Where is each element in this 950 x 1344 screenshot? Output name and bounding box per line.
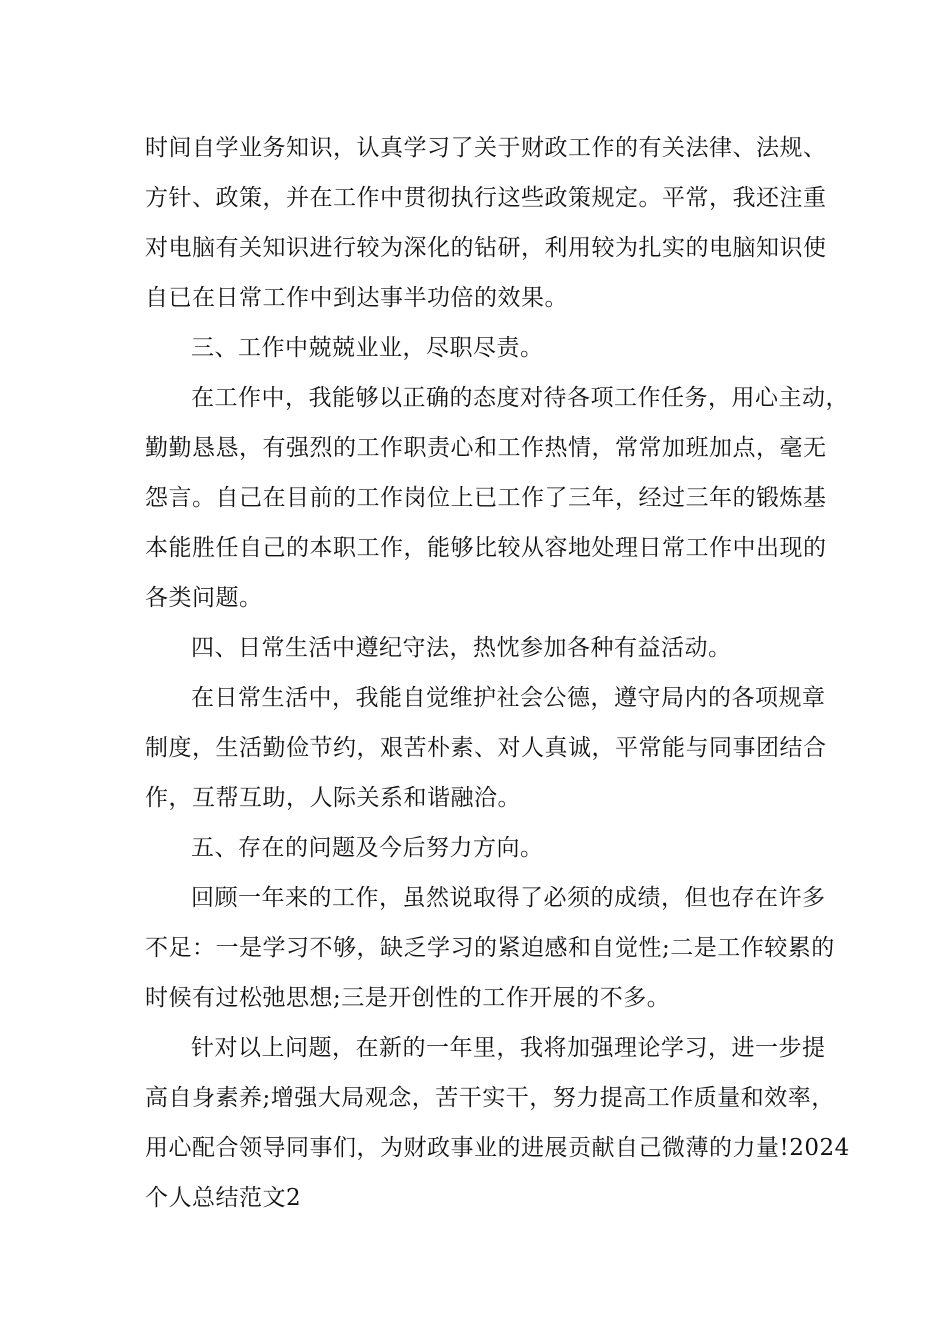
text-line: 回顾一年来的工作，虽然说取得了必须的成绩，但也存在许多 [191,885,826,911]
text-line: 用心配合领导同事们，为财政事业的进展贡献自己微薄的力量!2024 [145,1135,850,1161]
text-line: 高自身素养;增强大局观念，苦干实干，努力提高工作质量和效率， [145,1085,835,1111]
text-line: 自已在日常工作中到达事半功倍的效果。 [145,285,568,311]
text-line: 作，互帮互助，人际关系和谐融洽。 [145,785,521,811]
text-line: 在日常生活中，我能自觉维护社会公德，遵守局内的各项规章 [191,685,826,711]
section-heading: 三、工作中兢兢业业，尽职尽责。 [191,335,544,361]
section-heading: 四、日常生活中遵纪守法，热忱参加各种有益活动。 [191,635,732,661]
document-body [145,123,850,1223]
text-line: 时间自学业务知识，认真学习了关于财政工作的有关法律、法规、 [145,135,827,161]
text-line: 对电脑有关知识进行较为深化的钻研，利用较为扎实的电脑知识使 [145,235,827,261]
text-line: 个人总结范文2 [145,1185,302,1211]
text-line: 时候有过松弛思想;三是开创性的工作开展的不多。 [145,985,671,1011]
text-line: 制度，生活勤俭节约，艰苦朴素、对人真诚，平常能与同事团结合 [145,735,827,761]
text-line: 本能胜任自己的本职工作，能够比较从容地处理日常工作中出现的 [145,535,827,561]
text-line: 在工作中，我能够以正确的态度对待各项工作任务，用心主动， [191,385,849,411]
section-heading: 五、存在的问题及今后努力方向。 [191,835,544,861]
text-line: 不足：一是学习不够，缺乏学习的紧迫感和自觉性;二是工作较累的 [145,935,835,961]
text-line: 各类问题。 [145,585,263,611]
text-line: 针对以上问题，在新的一年里，我将加强理论学习，进一步提 [191,1035,826,1061]
text-line: 方针、政策，并在工作中贯彻执行这些政策规定。平常，我还注重 [145,185,827,211]
text-line: 怨言。自己在目前的工作岗位上已工作了三年，经过三年的锻炼基 [145,485,827,511]
text-line: 勤勤恳恳，有强烈的工作职责心和工作热情，常常加班加点，毫无 [145,435,827,461]
